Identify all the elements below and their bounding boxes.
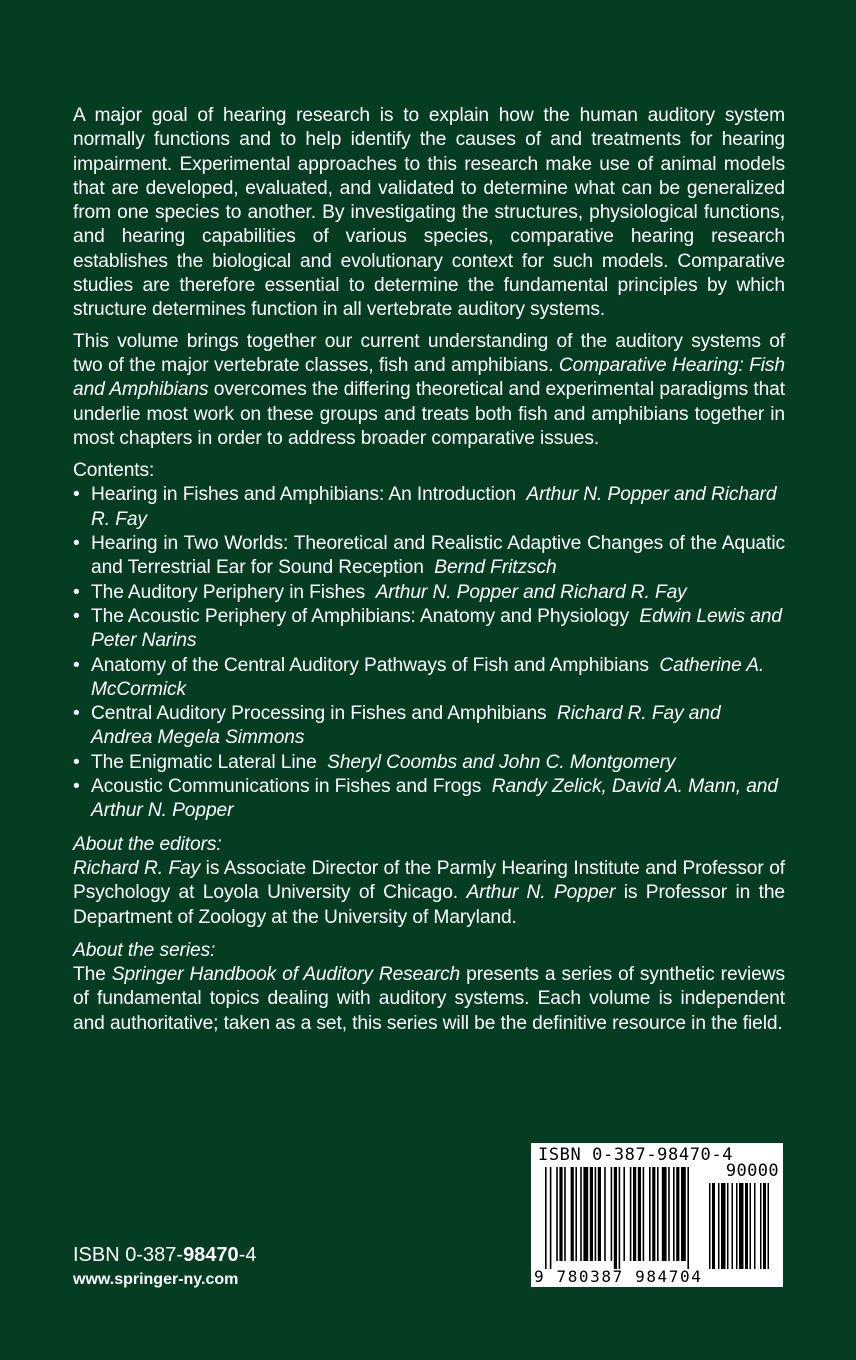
- barcode-bar: [604, 1167, 606, 1261]
- chapter-title: Anatomy of the Central Auditory Pathways of Fish and Amphibians: [91, 654, 649, 676]
- barcode-bar: [643, 1167, 645, 1261]
- editors-section: [73, 833, 785, 930]
- intro-p2-text-start: This volume brings together our current understanding of the auditory systems of two of the major vertebrate classes, fish and amphibians.: [73, 330, 785, 376]
- barcode-bar: [712, 1183, 715, 1269]
- chapter-title: Hearing in Two Worlds: Theoretical and Realistic Adaptive Changes of the Aquatic and Terrestrial Ear for Sound Reception: [91, 533, 785, 579]
- barcode-bar: [580, 1167, 582, 1261]
- barcode-bar: [750, 1183, 752, 1269]
- barcode-bar: [623, 1167, 625, 1261]
- contents-item: [73, 532, 785, 581]
- barcode-bar: [727, 1183, 729, 1269]
- barcode-bar: [657, 1167, 659, 1261]
- chapter-authors: Arthur N. Popper and Richard R. Fay: [91, 484, 777, 530]
- series-text-start: The: [73, 964, 112, 986]
- barcode-bar: [760, 1183, 762, 1269]
- barcode-bar: [673, 1167, 675, 1261]
- barcode-bar: [652, 1167, 655, 1261]
- isbn-bold: 98470: [183, 1244, 239, 1266]
- contents-item: [73, 751, 785, 775]
- series-label-text: About the series:: [73, 939, 216, 961]
- isbn-suffix: -4: [238, 1244, 257, 1266]
- chapter-authors: Sheryl Coombs and John C. Montgomery: [327, 751, 676, 773]
- chapter-authors: Catherine A. McCormick: [91, 654, 765, 700]
- barcode-bar: [668, 1167, 670, 1261]
- publisher-url: www.springer-ny.com: [73, 1271, 239, 1288]
- barcode-bar: [763, 1183, 766, 1269]
- barcode-bar: [676, 1167, 679, 1261]
- chapter-authors: Randy Zelick, David A. Mann, and Arthur N. Popper: [91, 776, 778, 822]
- contents-label: Contents:: [73, 460, 155, 482]
- barcode-bar: [575, 1167, 577, 1261]
- barcode-bar: [681, 1167, 686, 1261]
- isbn-text: [73, 1243, 256, 1267]
- chapter-authors: Bernd Fritzsch: [434, 557, 557, 579]
- editor-name-1: Richard R. Fay: [73, 857, 201, 879]
- chapter-authors: Richard R. Fay and Andrea Megela Simmons: [91, 703, 721, 749]
- barcode: [531, 1143, 783, 1287]
- barcode-bar: [619, 1167, 621, 1269]
- contents-item: [73, 775, 785, 824]
- barcode-bar: [545, 1167, 547, 1269]
- contents-item: [73, 581, 785, 605]
- contents-item: [73, 483, 785, 532]
- barcode-isbn-line: ISBN 0-387-98470-4: [538, 1145, 734, 1165]
- chapter-authors: Arthur N. Popper and Richard R. Fay: [375, 581, 687, 603]
- barcode-bar: [630, 1167, 632, 1261]
- isbn-prefix: ISBN 0-387-: [73, 1244, 184, 1266]
- barcode-bar: [754, 1183, 756, 1269]
- editors-label: [73, 833, 785, 857]
- editors-paragraph: [73, 857, 785, 930]
- editor-name-2: Arthur N. Popper: [466, 882, 616, 904]
- barcode-bar: [595, 1167, 597, 1261]
- contents-item: [73, 605, 785, 654]
- barcode-bar: [598, 1167, 601, 1261]
- chapter-authors: Edwin Lewis and Peter Narins: [91, 605, 782, 652]
- book-title: Comparative Hearing: Fish and Amphibians: [73, 354, 785, 401]
- chapter-title: The Acoustic Periphery of Amphibians: Anatomy and Physiology: [91, 605, 629, 627]
- chapter-title: Hearing in Fishes and Amphibians: An Introduction: [91, 484, 516, 506]
- barcode-bars: [531, 1143, 783, 1287]
- barcode-bar: [583, 1167, 588, 1261]
- chapter-title: The Enigmatic Lateral Line: [91, 751, 317, 773]
- contents-item: [73, 702, 785, 751]
- series-paragraph: [73, 963, 785, 1036]
- editors-label-text: About the editors:: [73, 833, 222, 855]
- series-title: Springer Handbook of Auditory Research: [111, 964, 461, 986]
- intro-paragraph-2: [73, 330, 785, 451]
- back-cover-text: [73, 104, 785, 1043]
- barcode-price-code: 90000: [725, 1161, 779, 1181]
- barcode-bar: [638, 1167, 641, 1261]
- editor-bio-1: is Associate Director of the Parmly Hearing Institute and Professor of Psychology at Loyola University of Chicago.: [73, 857, 785, 904]
- barcode-bar: [633, 1167, 636, 1261]
- contents-list: [73, 483, 785, 823]
- barcode-bar: [590, 1167, 593, 1261]
- barcode-bar: [614, 1167, 617, 1269]
- series-label: [73, 939, 785, 963]
- barcode-digits: 9 780387 984704: [534, 1267, 703, 1286]
- barcode-bar: [709, 1183, 711, 1269]
- contents-section: [73, 459, 785, 823]
- barcode-bar: [559, 1167, 562, 1261]
- barcode-bar: [564, 1167, 566, 1261]
- barcode-bar: [732, 1183, 734, 1269]
- series-text-end: presents a series of synthetic reviews of fundamental topics dealing with auditory systems. Each volume is independent and authoritative; taken as a set, this series will be the definitive resource in the field.: [73, 964, 786, 1034]
- barcode-bar: [721, 1183, 726, 1269]
- chapter-title: Acoustic Communications in Fishes and Frogs: [91, 776, 482, 798]
- barcode-bar: [571, 1167, 574, 1261]
- barcode-bar: [718, 1183, 720, 1269]
- intro-paragraph-1: A major goal of hearing research is to explain how the human auditory system normally functions and to help identify the causes of and treatments for hearing impairment. Experimental approaches to this research make use of animal models that are developed, evaluated, and validated to determine what can be generalized from one species to another. By investigating the structures, physiological functions, and hearing capabilities of various species, comparative hearing research establishes the biological and evolutionary context for such models. Comparative studies are therefore essential to determine the fundamental principles by which structure determines function in all vertebrate auditory systems.: [73, 105, 785, 321]
- barcode-bar: [662, 1167, 667, 1261]
- barcode-bar: [768, 1183, 770, 1269]
- contents-item: [73, 654, 785, 703]
- barcode-bar: [687, 1167, 689, 1269]
- barcode-bar: [736, 1183, 738, 1269]
- barcode-bar: [550, 1167, 552, 1269]
- barcode-bar: [556, 1167, 558, 1261]
- editor-bio-2: is Professor in the Department of Zoology at the University of Maryland.: [73, 882, 785, 928]
- barcode-bar: [611, 1167, 613, 1261]
- barcode-bar: [745, 1183, 748, 1269]
- barcode-bar: [649, 1167, 651, 1261]
- intro-p2-text-end: overcomes the differing theoretical and experimental paradigms that underlie most work on these groups and treats both fish and amphibians together in most chapters in order to address broader comparative issues.: [73, 379, 785, 449]
- barcode-bar: [739, 1183, 744, 1269]
- chapter-title: Central Auditory Processing in Fishes and Amphibians: [91, 703, 547, 725]
- series-section: [73, 939, 785, 1036]
- chapter-title: The Auditory Periphery in Fishes: [91, 581, 366, 603]
